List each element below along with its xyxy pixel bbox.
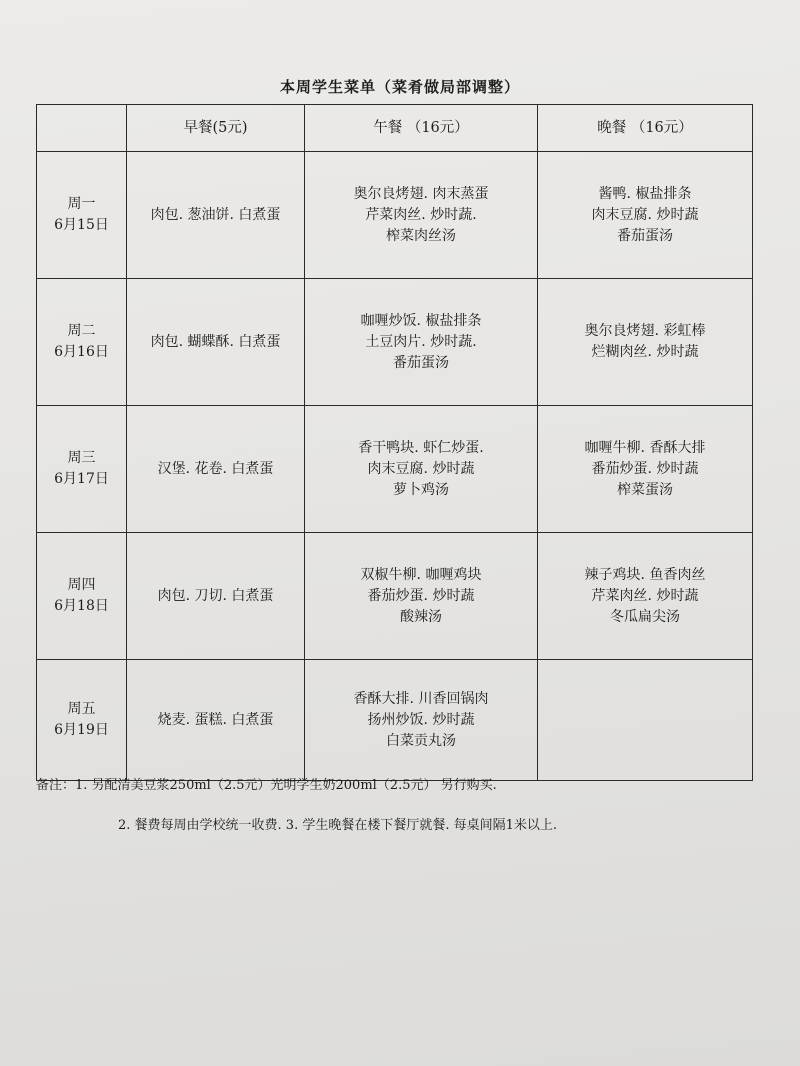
table-row <box>37 660 753 781</box>
dinner-item: 榨菜蛋汤 <box>617 481 673 498</box>
day-date: 6月15日 <box>54 217 109 233</box>
note-line-1: 备注：1. 另配清美豆浆250ml（2.5元）光明学生奶200ml（2.5元） 另行购买. <box>36 778 497 793</box>
header-dinner: 晚餐 （16元） <box>538 105 753 152</box>
lunch-item: 番茄蛋汤 <box>393 354 449 371</box>
lunch-item: 双椒牛柳. 咖喱鸡块 <box>360 566 482 583</box>
table-row <box>37 152 753 279</box>
lunch-item: 扬州炒饭. 炒时蔬 <box>367 711 475 728</box>
dinner-cell <box>538 152 753 279</box>
day-cell <box>37 152 127 279</box>
breakfast-cell: 肉包. 葱油饼. 白煮蛋 <box>127 152 305 279</box>
lunch-item: 咖喱炒饭. 椒盐排条 <box>360 312 482 329</box>
lunch-item: 奥尔良烤翅. 肉末蒸蛋 <box>353 185 489 202</box>
breakfast-cell: 汉堡. 花卷. 白煮蛋 <box>127 406 305 533</box>
lunch-item: 萝卜鸡汤 <box>393 481 449 498</box>
dinner-item: 烂糊肉丝. 炒时蔬 <box>591 344 699 360</box>
dinner-item: 冬瓜扁尖汤 <box>610 608 680 625</box>
lunch-cell <box>305 279 538 406</box>
lunch-item: 番茄炒蛋. 炒时蔬 <box>367 587 475 604</box>
lunch-item: 香酥大排. 川香回锅肉 <box>353 690 489 707</box>
dinner-cell <box>538 406 753 533</box>
day-date: 6月16日 <box>54 344 109 360</box>
dinner-cell-empty <box>538 660 753 781</box>
table-row <box>37 406 753 533</box>
menu-table <box>36 104 753 781</box>
dinner-item: 奥尔良烤翅. 彩虹棒 <box>584 323 706 339</box>
dinner-item: 咖喱牛柳. 香酥大排 <box>584 439 706 456</box>
breakfast-cell: 肉包. 蝴蝶酥. 白煮蛋 <box>127 279 305 406</box>
dinner-item: 番茄蛋汤 <box>617 227 673 244</box>
day-cell <box>37 660 127 781</box>
lunch-cell <box>305 152 538 279</box>
dinner-item: 肉末豆腐. 炒时蔬 <box>591 206 699 223</box>
header-lunch: 午餐 （16元） <box>305 105 538 152</box>
day-date: 6月19日 <box>54 722 109 738</box>
breakfast-cell: 烧麦. 蛋糕. 白煮蛋 <box>127 660 305 781</box>
lunch-item: 酸辣汤 <box>400 608 442 625</box>
page-title: 本周学生菜单（菜肴做局部调整） <box>279 78 520 96</box>
lunch-cell <box>305 660 538 781</box>
header-breakfast: 早餐(5元) <box>127 105 305 152</box>
day-name: 周一 <box>67 196 96 212</box>
dinner-cell <box>538 533 753 660</box>
dinner-item: 酱鸭. 椒盐排条 <box>598 185 692 202</box>
header-row <box>37 105 753 152</box>
dinner-item: 芹菜肉丝. 炒时蔬 <box>591 587 699 604</box>
lunch-item: 土豆肉片. 炒时蔬. <box>365 333 477 350</box>
dinner-item: 番茄炒蛋. 炒时蔬 <box>591 460 699 477</box>
notes <box>36 776 766 836</box>
note-line-2: 2. 餐费每周由学校统一收费. 3. 学生晚餐在楼下餐厅就餐. 每桌间隔1米以上. <box>118 818 558 833</box>
lunch-cell <box>305 533 538 660</box>
header-day <box>37 105 127 152</box>
lunch-item: 白菜贡丸汤 <box>386 732 456 749</box>
lunch-item: 芹菜肉丝. 炒时蔬. <box>365 206 477 223</box>
day-date: 6月17日 <box>54 471 109 487</box>
day-name: 周二 <box>67 323 96 339</box>
lunch-item: 香干鸭块. 虾仁炒蛋. <box>358 439 484 456</box>
dinner-cell <box>538 279 753 406</box>
day-cell <box>37 279 127 406</box>
day-date: 6月18日 <box>54 598 109 614</box>
day-cell <box>37 406 127 533</box>
day-cell <box>37 533 127 660</box>
day-name: 周五 <box>67 701 96 717</box>
day-name: 周三 <box>67 450 96 466</box>
table-row <box>37 279 753 406</box>
lunch-cell <box>305 406 538 533</box>
day-name: 周四 <box>67 577 96 593</box>
breakfast-cell: 肉包. 刀切. 白煮蛋 <box>127 533 305 660</box>
table-row <box>37 533 753 660</box>
lunch-item: 榨菜肉丝汤 <box>386 227 456 244</box>
dinner-item: 辣子鸡块. 鱼香肉丝 <box>584 566 706 583</box>
lunch-item: 肉末豆腐. 炒时蔬 <box>367 460 475 477</box>
